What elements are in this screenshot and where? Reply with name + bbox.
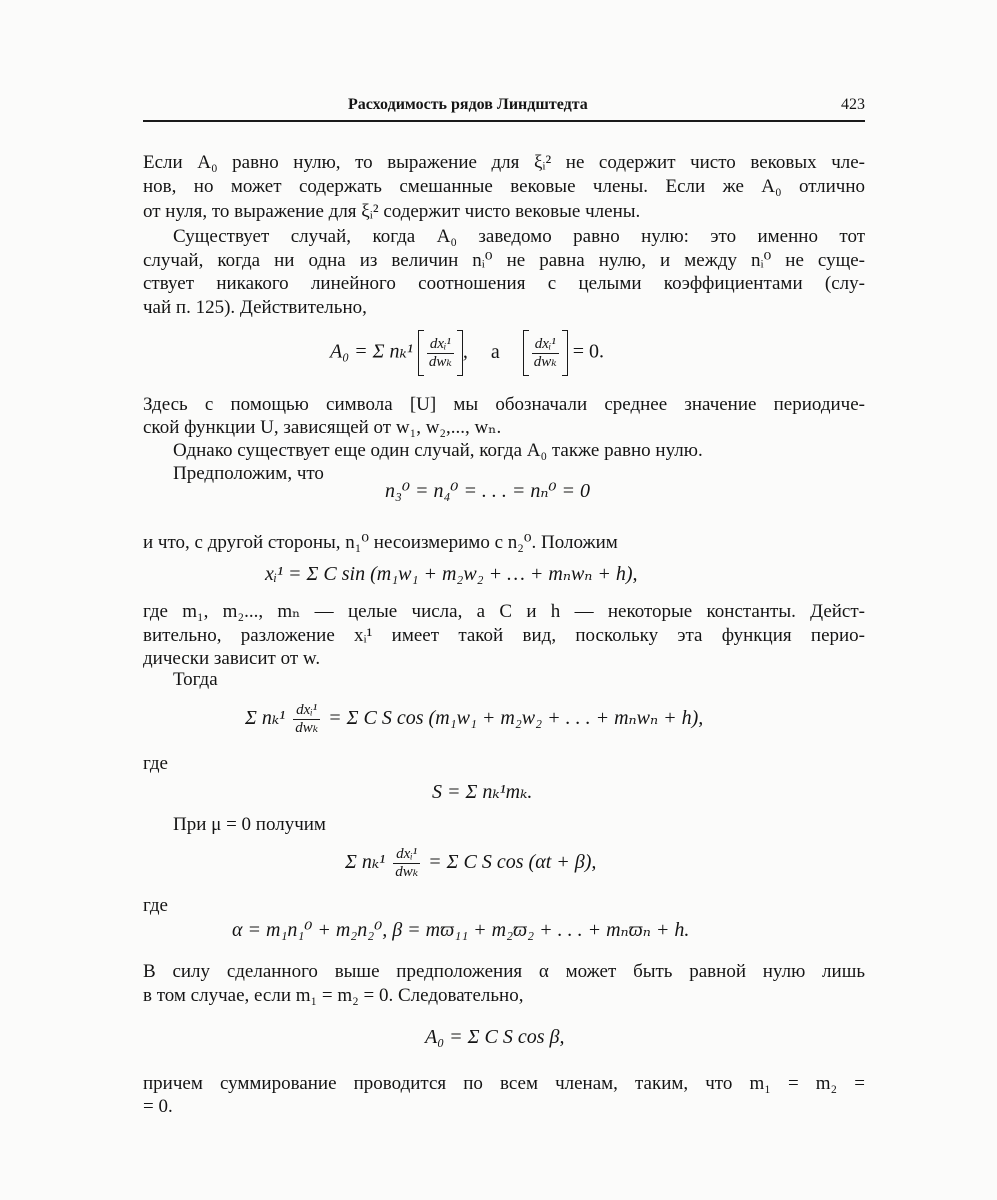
fraction-numerator: dxᵢ¹: [393, 846, 420, 864]
text-line: и что, с другой стороны, n₁⁰ несоизмеримо с n₂⁰. Положим: [143, 532, 618, 553]
equation-s-definition: S = Σ nₖ¹mₖ.: [432, 781, 533, 803]
bracket-left: [418, 330, 424, 376]
fraction-numerator: dxᵢ¹: [293, 702, 320, 720]
bracket-right: [562, 330, 568, 376]
fraction-denominator: dwₖ: [395, 864, 419, 880]
text-line: от нуля, то выражение для ξᵢ² содержит чисто вековые члены.: [143, 201, 641, 222]
text-line: Однако существует еще один случай, когда A₀ также равно нулю.: [173, 440, 703, 461]
eq6-rhs: = Σ C S cos (αt + β),: [428, 851, 597, 874]
fraction-denominator: dwₖ: [295, 720, 319, 736]
eq6-lhs: Σ nₖ¹: [345, 851, 386, 874]
eq4-lhs: Σ nₖ¹: [245, 707, 286, 730]
fraction: [532, 336, 559, 371]
text-line: где: [143, 895, 168, 916]
fraction-denominator: dwₖ: [428, 353, 452, 370]
text-line: где: [143, 753, 168, 774]
text-line: Здесь с помощью символа [U] мы обозначали среднее значение периодиче-: [143, 394, 865, 415]
text-line: = 0.: [143, 1096, 173, 1117]
equation-x-series: xᵢ¹ = Σ C sin (m₁w₁ + m₂w₂ + … + mₙwₙ + h),: [265, 563, 638, 585]
text-line: ствует никакого линейного соотношения с целыми коэффициентами (слу-: [143, 273, 865, 294]
equation-a0-definition: A₀ = Σ nₖ¹ $\frac{\text{dxᵢ¹}}{\text{dwₖ}}$ , а $\frac{\text{dxᵢ¹}}{\text{dwₖ}}$ = 0.: [330, 330, 604, 376]
text-line: причем суммирование проводится по всем членам, таким, что m₁ = m₂ =: [143, 1073, 865, 1094]
text-line: Если A₀ равно нулю, то выражение для ξᵢ² не содержит чисто вековых чле-: [143, 152, 865, 173]
page-number: 423: [841, 96, 865, 113]
eq1-rhs: = 0.: [572, 340, 604, 363]
fraction: [393, 846, 420, 881]
fraction-denominator: dwₖ: [533, 353, 557, 370]
eq1-conjunction: а: [490, 340, 500, 363]
equation-sum-derivative: [245, 702, 703, 737]
text-line: нов, но может содержать смешанные вековые члены. Если же A₀ отлично: [143, 176, 865, 197]
text-line: чай п. 125). Действительно,: [143, 297, 367, 318]
bracket-left: [523, 330, 529, 376]
text-line: в том случае, если m₁ = m₂ = 0. Следовательно,: [143, 985, 524, 1006]
fraction-numerator: dxᵢ¹: [427, 336, 454, 354]
text-line: Предположим, что: [173, 463, 324, 484]
fraction: [293, 702, 320, 737]
text-line: В силу сделанного выше предположения α может быть равной нулю лишь: [143, 961, 865, 982]
eq4-rhs: = Σ C S cos (m₁w₁ + m₂w₂ + . . . + mₙwₙ + h),: [328, 707, 704, 730]
text-line: При μ = 0 получим: [173, 814, 326, 835]
text-line: где m₁, m₂..., mₙ — целые числа, а C и h — некоторые константы. Дейст-: [143, 601, 865, 622]
equation-mu-zero: [345, 846, 596, 881]
equation-alpha-beta: α = m₁n₁⁰ + m₂n₂⁰, β = mϖ₁₁ + m₂ϖ₂ + . . . + mₙϖₙ + h.: [232, 919, 690, 941]
text-line: вительно, разложение xᵢ¹ имеет такой вид, поскольку эта функция перио-: [143, 625, 865, 646]
running-title: Расходимость рядов Линдштедта: [348, 96, 588, 113]
text-line: дически зависит от w.: [143, 648, 321, 669]
text-line: Тогда: [173, 669, 218, 690]
equation-a0-result: A₀ = Σ C S cos β,: [425, 1026, 565, 1048]
running-header: [143, 94, 865, 122]
eq1-lhs: A₀ = Σ nₖ¹: [330, 340, 413, 363]
fraction-numerator: dxᵢ¹: [532, 336, 559, 354]
fraction: [427, 336, 454, 371]
text-line: Существует случай, когда A₀ заведомо равно нулю: это именно тот: [173, 226, 865, 247]
text-line: случай, когда ни одна из величин nᵢ⁰ не равна нулю, и между nᵢ⁰ не суще-: [143, 250, 865, 271]
equation-n-zero: n₃⁰ = n₄⁰ = . . . = nₙ⁰ = 0: [385, 480, 591, 502]
bracket-right: [457, 330, 463, 376]
text-line: ской функции U, зависящей от w₁, w₂,..., wₙ.: [143, 417, 502, 438]
